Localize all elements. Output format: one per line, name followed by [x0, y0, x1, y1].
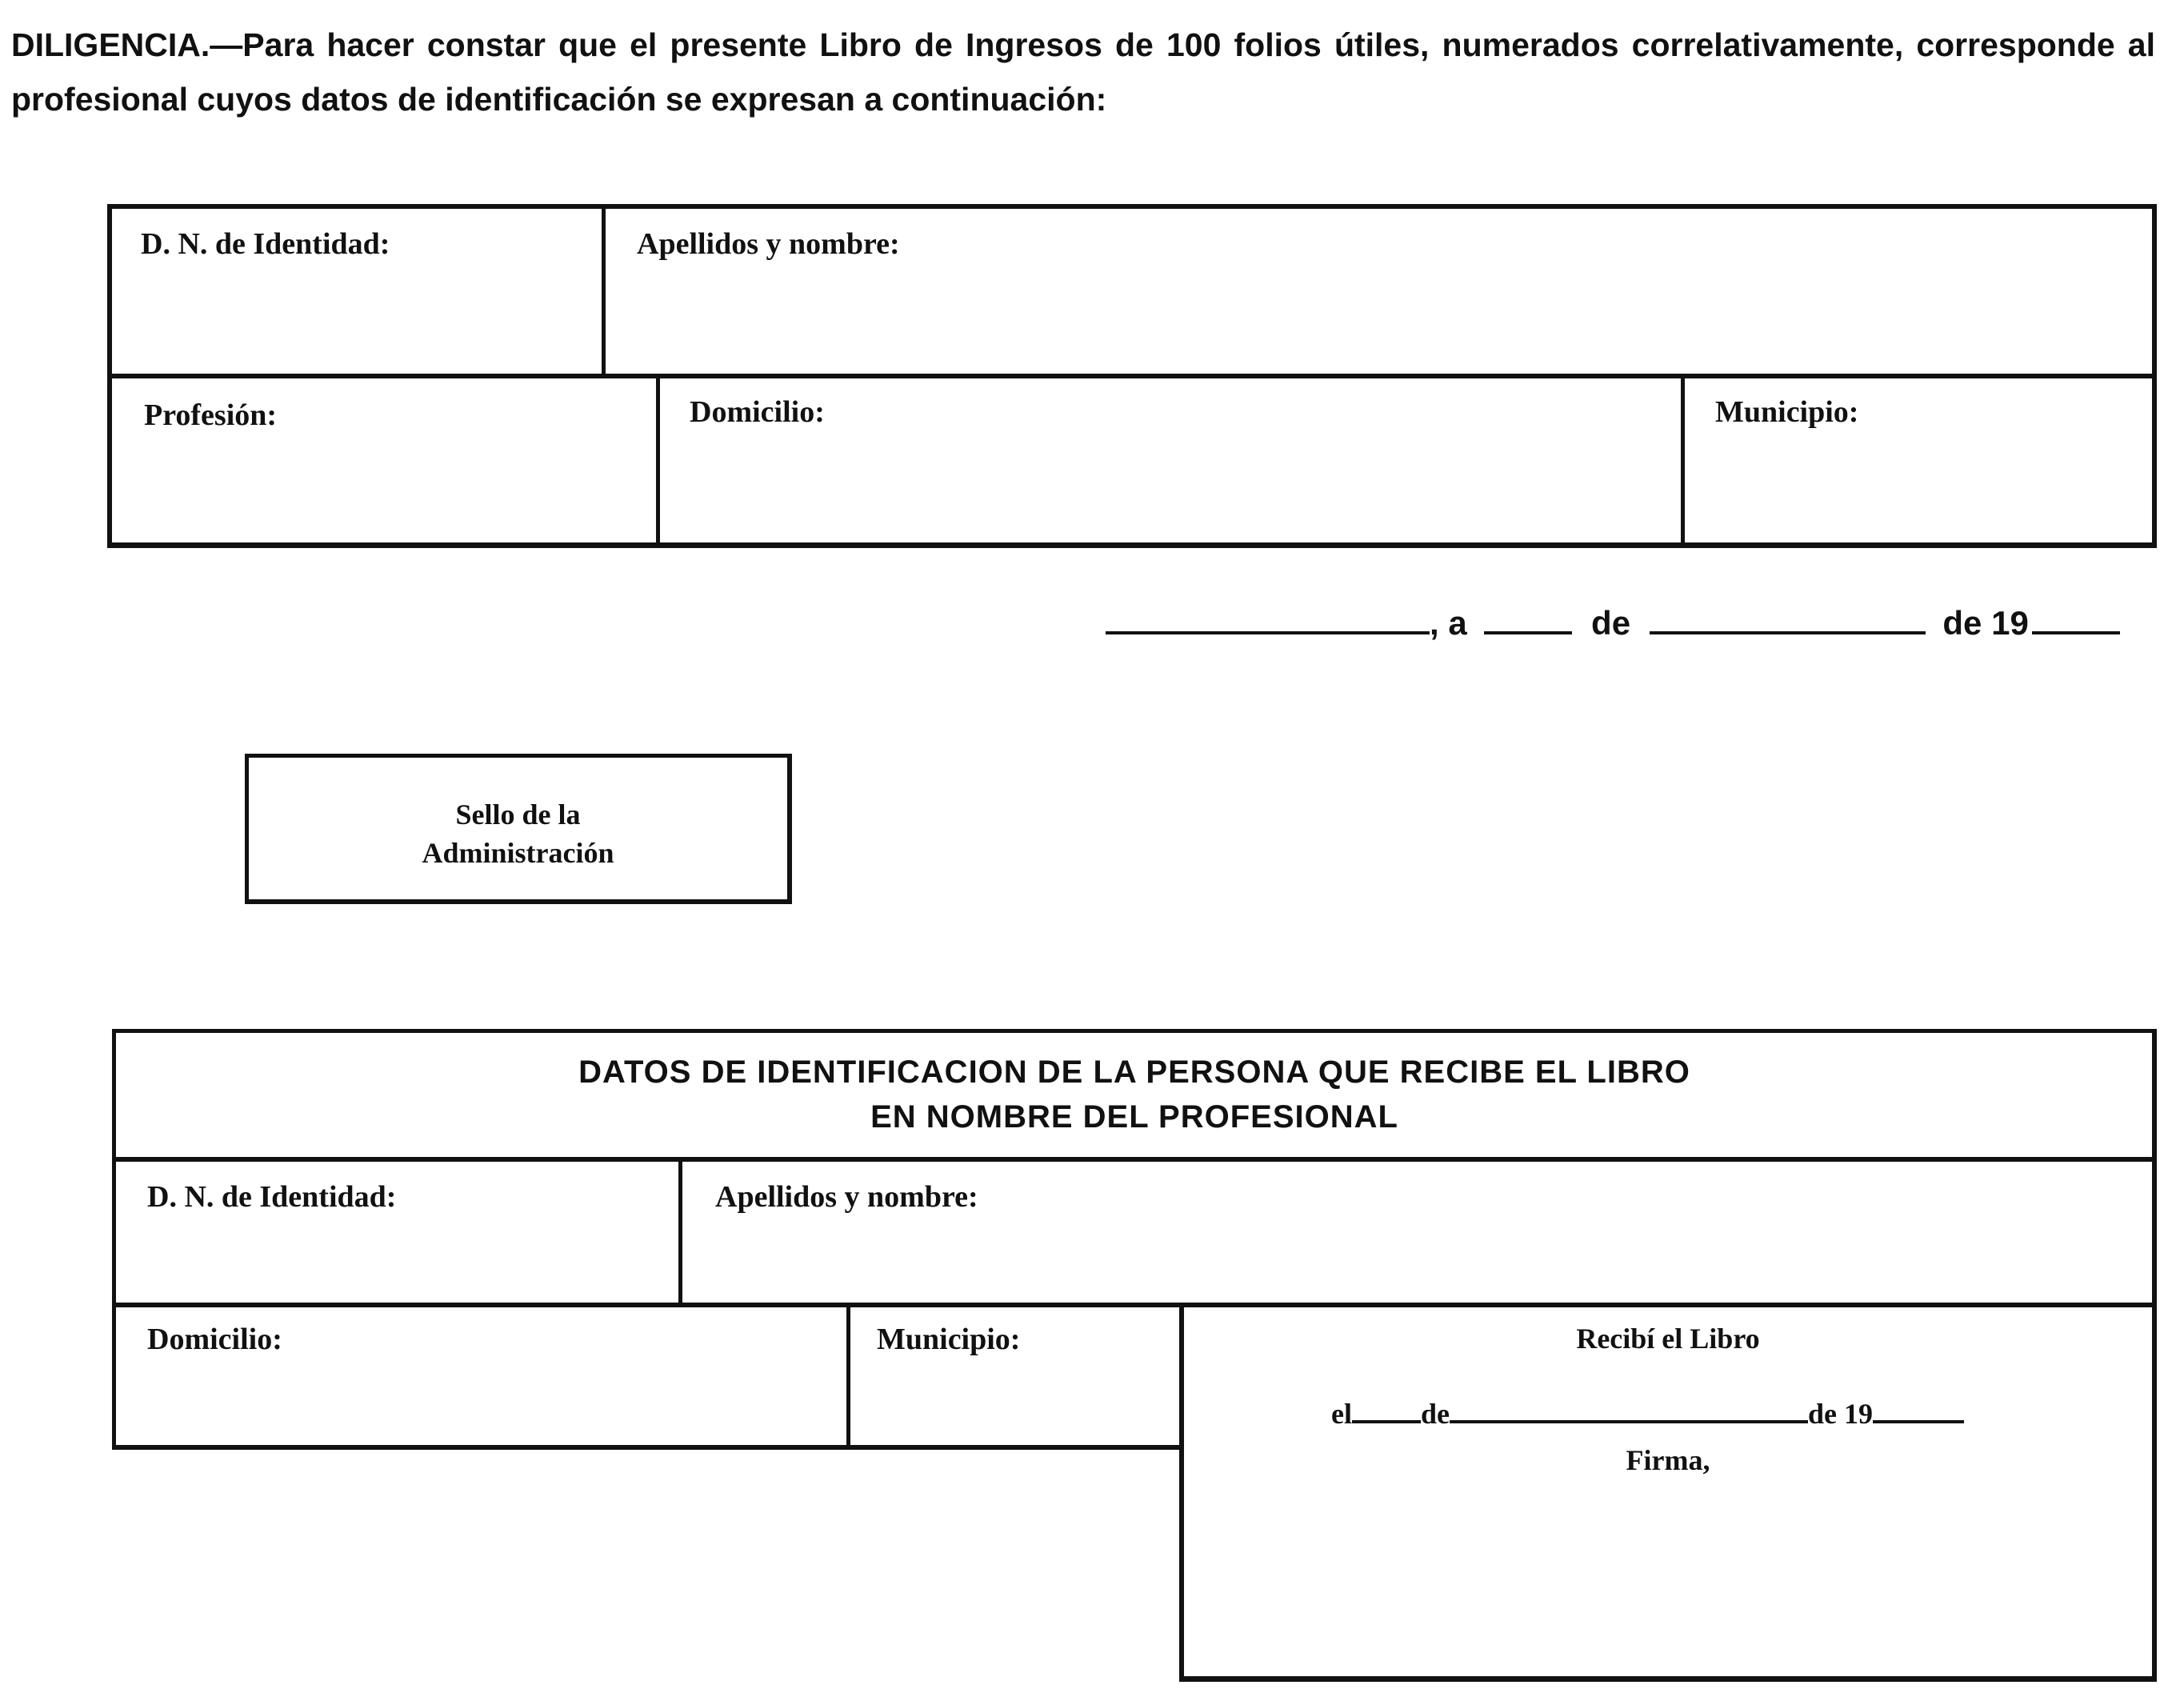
receptor-nombre-field-label: Apellidos y nombre: [715, 1180, 978, 1214]
diligencia-text: —Para hacer constar que el presente Libro de Ingresos de 100 folios útiles, numerados correlativamente, corresponde al profesional cuyos datos de identificación se expresan a continuación: [11, 26, 2155, 118]
receptor-domicilio-field-label: Domicilio: [147, 1323, 282, 1356]
diligencia-paragraph [11, 18, 2155, 126]
receipt-el: el [1331, 1398, 1352, 1430]
year-blank[interactable] [2032, 631, 2120, 634]
caption-divider [112, 1157, 2157, 1162]
date-sep-a: , a [1430, 604, 1467, 642]
domicilio-field-label: Domicilio: [690, 395, 825, 429]
profesional-form [107, 204, 2157, 548]
receipt-signature-box [1179, 1303, 2157, 1682]
day-blank[interactable] [1484, 631, 1572, 634]
receipt-month-blank[interactable] [1450, 1420, 1808, 1423]
receptor-form-top-border [112, 1029, 2157, 1033]
profesion-field-label: Profesión: [144, 398, 278, 432]
receptor-caption-line2: EN NOMBRE DEL PROFESIONAL [870, 1099, 1398, 1135]
receptor-municipio-field-label: Municipio: [877, 1323, 1021, 1356]
diligencia-heading: DILIGENCIA. [11, 26, 210, 63]
administration-stamp-box [245, 754, 792, 904]
municipio-field-label: Municipio: [1715, 395, 1859, 429]
profesional-form-col-divider-1 [602, 209, 606, 374]
receptor-dni-field-label: D. N. de Identidad: [147, 1180, 397, 1214]
place-blank[interactable] [1106, 631, 1430, 634]
receptor-form-left-border [112, 1029, 116, 1445]
receipt-year-blank[interactable] [1873, 1420, 1964, 1423]
date-sep-de: de [1591, 604, 1631, 642]
stamp-label-line1: Sello de la [455, 798, 581, 830]
receipt-de19: de 19 [1807, 1398, 1873, 1430]
place-date-line [1106, 604, 2120, 642]
receipt-title: Recibí el Libro [1576, 1323, 1760, 1355]
profesional-form-col-divider-3 [1681, 378, 1685, 543]
receipt-firma-label: Firma, [1626, 1444, 1710, 1476]
receptor-caption-line1: DATOS DE IDENTIFICACION DE LA PERSONA QUE RECIBE EL LIBRO [578, 1055, 1690, 1090]
nombre-field-label: Apellidos y nombre: [637, 227, 900, 261]
receipt-date-line [1331, 1397, 1964, 1431]
profesional-form-col-divider-2 [656, 378, 660, 543]
receptor-col-divider-1 [678, 1162, 682, 1303]
receipt-day-blank[interactable] [1352, 1420, 1421, 1423]
receptor-bottom-border-left [112, 1445, 1182, 1450]
profesional-form-row-divider [112, 374, 2152, 378]
receptor-col-divider-2 [846, 1307, 850, 1445]
dni-field-label: D. N. de Identidad: [141, 227, 390, 261]
receipt-de: de [1420, 1398, 1450, 1430]
stamp-label-line2: Administración [422, 837, 614, 869]
date-sep-de19: de 19 [1942, 604, 2029, 642]
month-blank[interactable] [1650, 631, 1926, 634]
